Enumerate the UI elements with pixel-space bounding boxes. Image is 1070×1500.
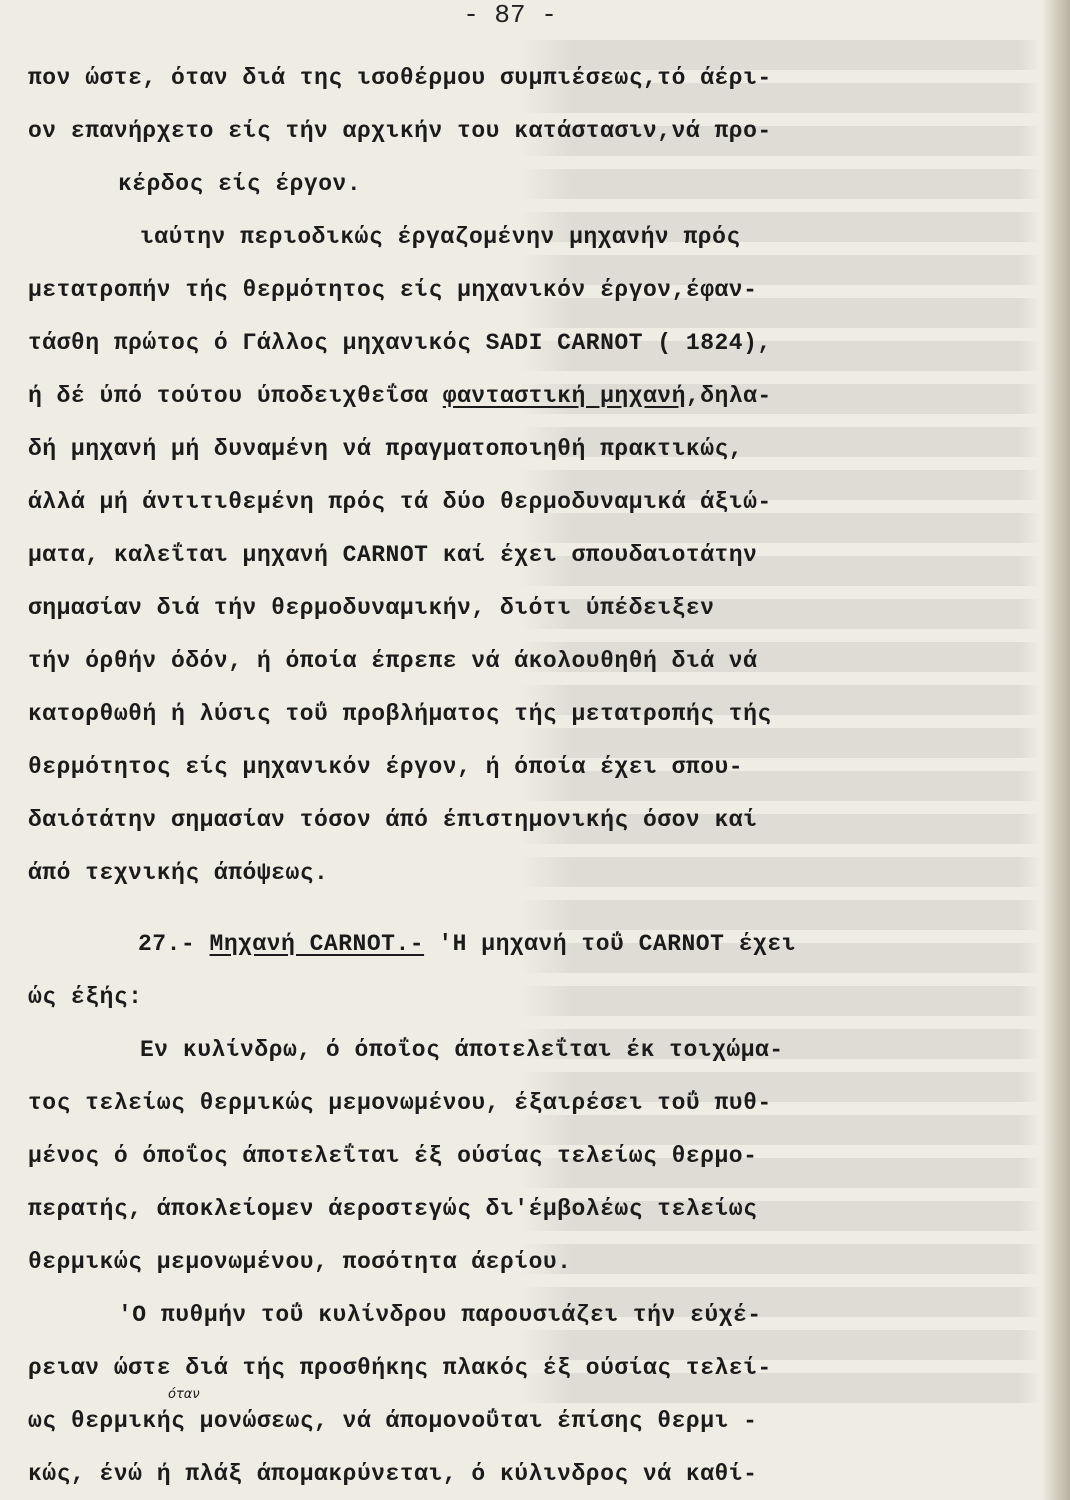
text-line: περατής, άποκλείομεν άεροστεγώς δι'έμβολέως τελείως <box>28 1196 758 1222</box>
handwritten-correction: όταν <box>168 1387 200 1402</box>
section-title: Μηχανή CARNOT.- <box>209 931 425 957</box>
text-line: μένος ό όποΐος άποτελεΐται έξ ούσίας τελείως θερμο- <box>28 1143 758 1169</box>
text-line: κατορθωθή ή λύσις τοΰ προβλήματος τής μετατροπής τής <box>28 701 772 727</box>
body-text <box>28 52 963 1500</box>
text-line: άπό τεχνικής άπόψεως. <box>28 860 329 886</box>
text-line: κέρδος είς έργον. <box>118 171 362 197</box>
text-line: δαιότάτην σημασίαν τόσον άπό έπιστημονικής όσον καί <box>28 807 758 833</box>
text-line: άλλά μή άντιτιθεμένη πρός τά δύο θερμοδυναμικά άξιώ- <box>28 489 772 515</box>
text-line: ον επανήρχετο είς τήν αρχικήν του κατάστασιν,νά προ- <box>28 118 772 144</box>
text-line: κώς, ένώ ή πλάξ άπομακρύνεται, ό κύλινδρος νά καθί- <box>28 1461 758 1487</box>
page-edge-shadow <box>1042 0 1070 1500</box>
underlined-term: φανταστική μηχανή <box>442 383 686 409</box>
section-number: 27.- <box>138 931 210 957</box>
text-line: θερμικώς μεμονωμένου, ποσότητα άερίου. <box>28 1249 572 1275</box>
text-line: τήν όρθήν όδόν, ή όποία έπρεπε νά άκολουθηθή διά νά <box>28 648 758 674</box>
text-line: τάσθη πρώτος ό Γάλλος μηχανικός SADI CARNOT ( 1824), <box>28 330 772 356</box>
text-line <box>28 370 963 423</box>
text-fragment: 'Η μηχανή τοΰ CARNOT έχει <box>424 931 796 957</box>
text-line: ματα, καλεΐται μηχανή CARNOT καί έχει σπουδαιοτάτην <box>28 542 758 568</box>
text-line: ώς έξής: <box>28 984 143 1010</box>
text-fragment: ,δηλα- <box>685 383 772 409</box>
text-line: 'Ο πυθμήν τοΰ κυλίνδρου παρουσιάζει τήν εύχέ- <box>118 1302 762 1328</box>
text-line: Εν κυλίνδρω, ό όποΐος άποτελεΐται έκ τοιχώμα- <box>140 1037 784 1063</box>
text-fragment: ή δέ ύπό τούτου ύποδειχθεΐσα <box>28 383 443 409</box>
page-number: - 87 - <box>463 0 557 30</box>
text-line: ρειαν ώστε διά τής προσθήκης πλακός έξ ούσίας τελεί- <box>28 1355 772 1381</box>
text-line: ως θερμικής μονώσεως, νά άπομονοΰται έπίσης θερμι - <box>28 1408 758 1434</box>
text-line: ιαύτην περιοδικώς έργαζομένην μηχανήν πρός <box>140 224 741 250</box>
text-line: μετατροπήν τής θερμότητος είς μηχανικόν έργον,έφαν- <box>28 277 758 303</box>
text-line: τος τελείως θερμικώς μεμονωμένου, έξαιρέσει τοΰ πυθ- <box>28 1090 772 1116</box>
text-line: θερμότητος είς μηχανικόν έργον, ή όποία έχει σπου- <box>28 754 744 780</box>
section-heading <box>28 918 963 971</box>
text-line: πον ώστε, όταν διά της ισοθέρμου συμπιέσεως,τό άέρι- <box>28 65 772 91</box>
text-line: δή μηχανή μή δυναμένη νά πραγματοποιηθή πρακτικώς, <box>28 436 744 462</box>
text-line: σημασίαν διά τήν θερμοδυναμικήν, διότι ύπέδειξεν <box>28 595 715 621</box>
